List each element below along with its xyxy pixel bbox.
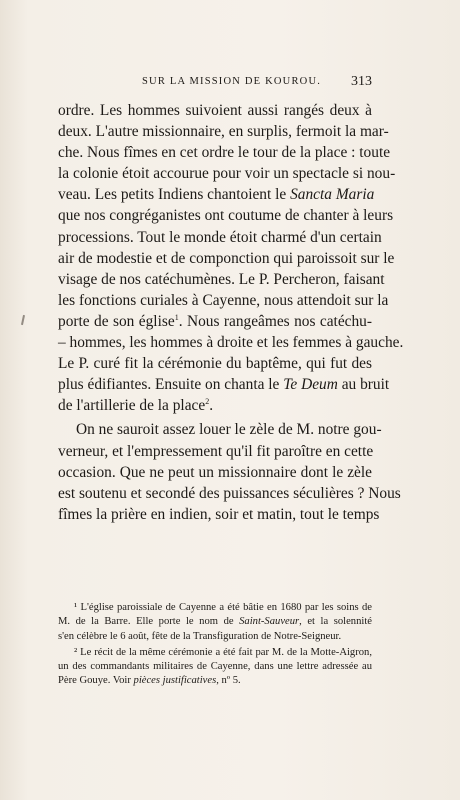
footnote-line: ² Le récit de la même cérémonie a été fait par M. de la Motte-Aigron, <box>74 646 372 658</box>
text-line: est soutenu et secondé des puissances séculières ? Nous <box>58 484 401 502</box>
text-line <box>58 311 372 332</box>
text-segment: veau. Les petits Indiens chantoient le <box>58 186 287 204</box>
text-segment: . <box>209 397 214 415</box>
footnote-line: un des commandants militaires de Cayenne, dans une lettre adressée au <box>58 661 372 673</box>
text-line: les fonctions curiales à Cayenne, nous attendoit sur la <box>58 291 389 309</box>
text-line: la colonie étoit accourue pour voir un spectacle si nou- <box>58 165 396 183</box>
text-line: deux. L'autre missionnaire, en surplis, fermoit la mar- <box>58 123 389 141</box>
text-line <box>58 374 390 395</box>
text-segment: Père Gouye. Voir <box>58 675 131 687</box>
footnote-line <box>58 674 372 688</box>
footnote-line: ¹ L'église paroissiale de Cayenne a été bâtie en 1680 par les soins de <box>74 602 372 613</box>
footnote-line <box>58 615 372 629</box>
note-reference: 1 <box>174 312 179 322</box>
text-line: processions. Tout le monde étoit charmé d'un certain <box>58 228 382 246</box>
footnotes <box>58 601 372 689</box>
text-segment: M. de la Barre. Elle porte le nom de <box>58 616 234 628</box>
footnote-line: s'en célèbre le 6 août, fête de la Transfiguration de Notre-Seigneur. <box>58 630 342 642</box>
page-header <box>80 74 380 92</box>
italic-saint-sauveur: Saint-Sauveur <box>239 616 300 628</box>
text-line: air de modestie et de componction qui paroissoit sur le <box>58 249 395 267</box>
text-line: ordre. Les hommes suivoient aussi rangés deux à <box>58 102 372 119</box>
text-line <box>58 184 375 205</box>
text-line <box>58 395 372 416</box>
text-line: On ne sauroit assez louer le zèle de M. notre gou- <box>76 421 382 439</box>
italic-pieces-justificatives: pièces justificatives <box>133 675 217 687</box>
text-line: – hommes, les hommes à droite et les femmes à gauche. <box>58 334 404 352</box>
text-line: fîmes la prière en indien, soir et matin, tout le temps <box>58 505 380 523</box>
text-segment: , et la solennité <box>299 616 372 628</box>
text-line: visage de nos catéchumènes. Le P. Percheron, faisant <box>58 270 385 288</box>
italic-sancta-maria: Sancta Maria <box>290 186 375 204</box>
text-segment: plus édifiantes. Ensuite on chanta le <box>58 376 280 394</box>
text-line: occasion. Que ne peut un missionnaire dont le zèle <box>58 463 372 481</box>
margin-mark <box>21 315 25 325</box>
text-segment: au bruit <box>341 376 390 394</box>
note-reference: 2 <box>205 397 210 407</box>
text-segment: de l'artillerie de la place <box>58 397 206 415</box>
text-segment: . Nous rangeâmes nos catéchu- <box>178 312 372 330</box>
body-text <box>58 100 404 525</box>
page-number: 313 <box>351 74 372 89</box>
running-title: SUR LA MISSION DE KOUROU. <box>142 76 322 87</box>
text-segment: , nº 5. <box>216 675 241 687</box>
text-line: verneur, et l'empressement qu'il fit paroître en cette <box>58 442 374 460</box>
text-line: Le P. curé fit la cérémonie du baptême, qui fut des <box>58 355 372 373</box>
text-segment: porte de son église <box>58 312 175 330</box>
italic-te-deum: Te Deum <box>283 376 338 394</box>
text-line: che. Nous fîmes en cet ordre le tour de la place : toute <box>58 144 391 162</box>
text-line: que nos congréganistes ont coutume de chanter à leurs <box>58 207 394 225</box>
